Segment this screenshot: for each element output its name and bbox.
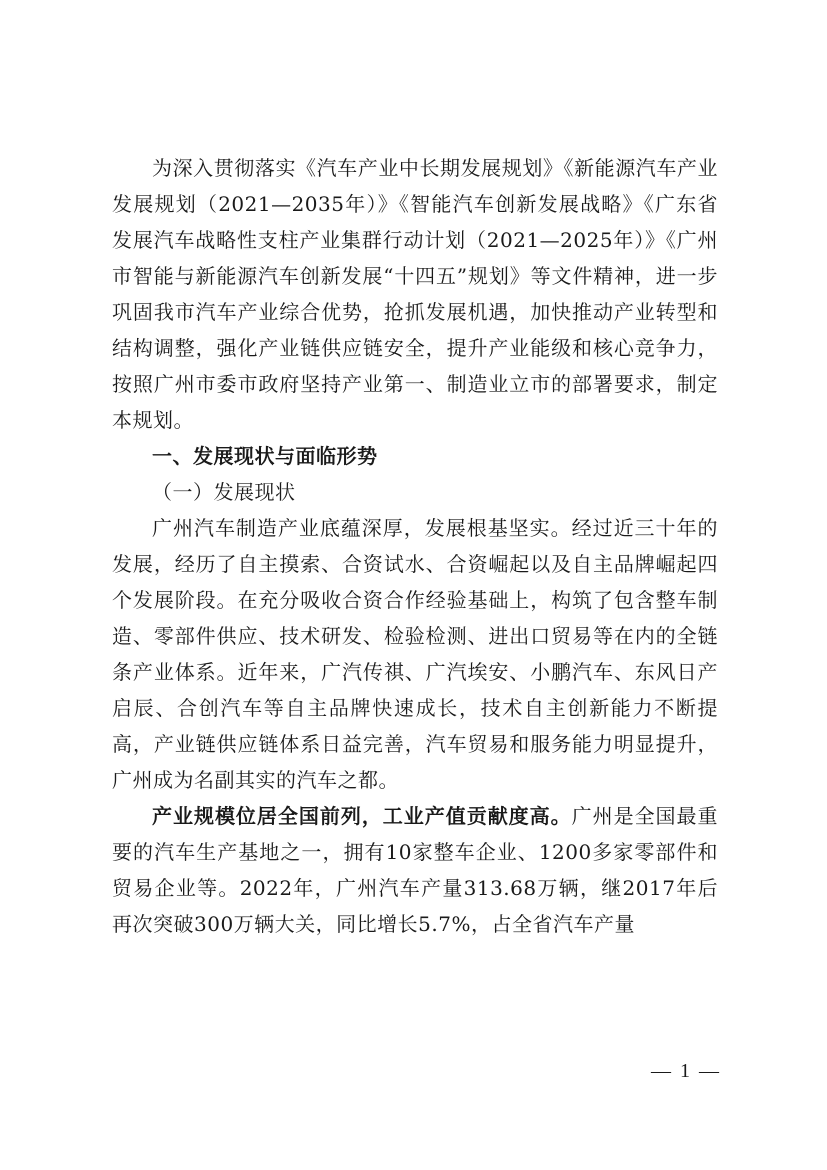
paragraph-body-text: 广州是全国最重要的汽车生产基地之一，拥有10家整车企业、1200多家零部件和贸易企业等。2022年，广州汽车产量313.68万辆，继2017年后再次突破300万辆大关，同比增长5.7%，占全省汽车产量 <box>112 804 719 936</box>
body-paragraph-1: 广州汽车制造产业底蕴深厚，发展根基坚实。经过近三十年的发展，经历了自主摸索、合资试水、合资崛起以及自主品牌崛起四个发展阶段。在充分吸收合资合作经验基础上，构筑了包含整车制造、零部件供应、技术研发、检验检测、进出口贸易等在内的全链条产业体系。近年来，广汽传祺、广汽埃安、小鹏汽车、东风日产启辰、合创汽车等自主品牌快速成长，技术自主创新能力不断提高，产业链供应链体系日益完善，汽车贸易和服务能力明显提升，广州成为名副其实的汽车之都。 <box>112 516 718 792</box>
subsection-heading: （一）发展现状 <box>152 480 296 504</box>
document-page <box>112 150 718 942</box>
intro-paragraph: 为深入贯彻落实《汽车产业中长期发展规划》《新能源汽车产业发展规划（2021—2035年）》《智能汽车创新发展战略》《广东省发展汽车战略性支柱产业集群行动计划（2021—2025年）》《广州市智能与新能源汽车创新发展“十四五”规划》等文件精神，进一步巩固我市汽车产业综合优势，抢抓发展机遇，加快推动产业转型和结构调整，强化产业链供应链安全，提升产业能级和核心竞争力，按照广州市委市政府坚持产业第一、制造业立市的部署要求，制定本规划。 <box>112 156 718 432</box>
page-number: — 1 — <box>651 1060 721 1082</box>
paragraph-lead-bold: 产业规模位居全国前列，工业产值贡献度高。 <box>152 804 572 828</box>
body-paragraph-2 <box>112 798 718 942</box>
section-heading: 一、发展现状与面临形势 <box>152 444 378 468</box>
